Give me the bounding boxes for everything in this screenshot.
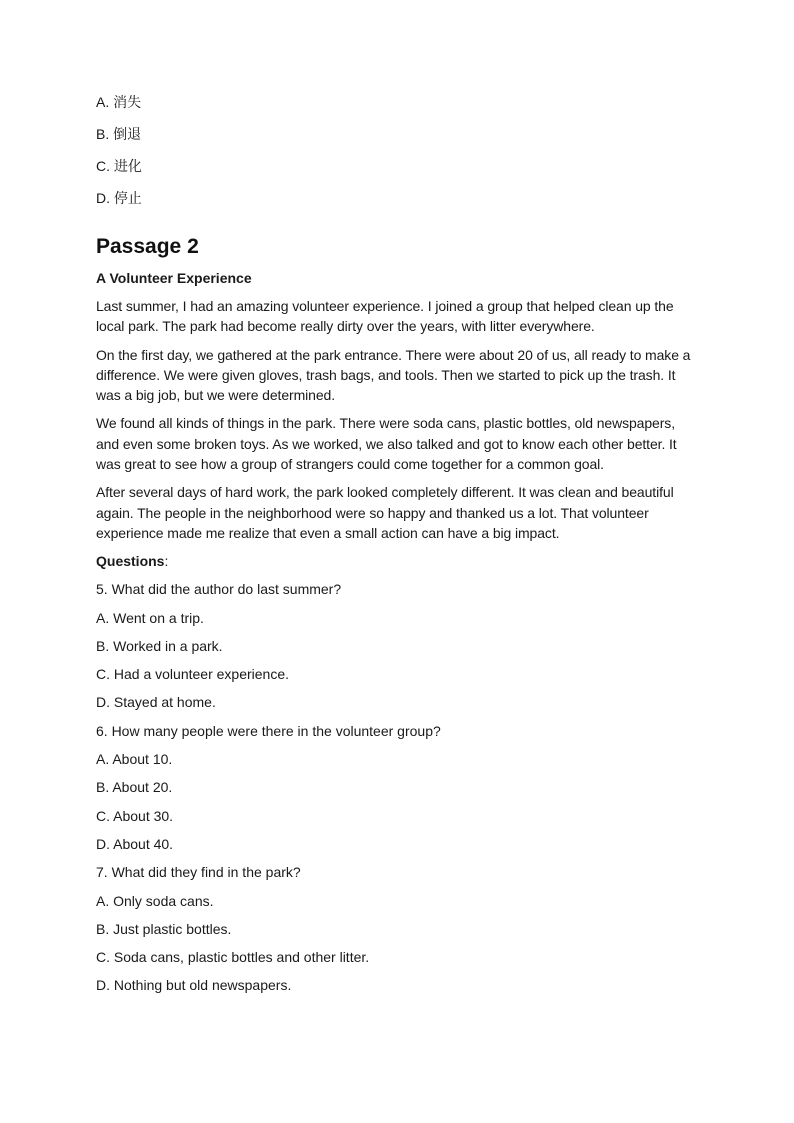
question-text: 6. How many people were there in the volunteer group? [96, 722, 441, 739]
questions-label-text: Questions [96, 553, 165, 570]
passage-paragraph-3: We found all kinds of things in the park. There were soda cans, plastic bottles, old newspapers, and even some broken toys. As we worked, we also talked and got to know each other better. It was great to see how a group of strangers could come together for a common goal. [96, 415, 677, 473]
passage-title: A Volunteer Experience [96, 270, 252, 286]
answer-option-c: C. Had a volunteer experience. [96, 666, 289, 683]
question-5 [96, 579, 696, 712]
answer-option-a: A. Only soda cans. [96, 892, 214, 909]
answer-option-d: D. About 40. [96, 835, 174, 852]
passage-paragraph-2: On the first day, we gathered at the park entrance. There were about 20 of us, all ready to make a difference. We were given gloves, trash bags, and tools. Then we started to pick up the trash. It was a big job, but we were determined. [96, 346, 691, 404]
answer-option-d: D. Stayed at home. [96, 694, 216, 711]
option-d: D. 停止 [96, 190, 142, 206]
option-c: C. 进化 [96, 158, 142, 174]
passage-paragraph-4: After several days of hard work, the park looked completely different. It was clean and beautiful again. The people in the neighborhood were so happy and thanked us a lot. That volunteer experience made me realize that even a small action can have a big impact. [96, 484, 674, 541]
answer-option-a: A. Went on a trip. [96, 609, 204, 626]
question-text: 5. What did the author do last summer? [96, 581, 342, 598]
document-page [96, 92, 696, 1004]
previous-question-options [96, 92, 696, 208]
passage-heading: Passage 2 [96, 235, 199, 258]
questions-label-colon: : [164, 553, 169, 570]
answer-option-d: D. Nothing but old newspapers. [96, 977, 292, 994]
option-a: A. 消失 [96, 94, 142, 110]
passage-paragraph-1: Last summer, I had an amazing volunteer experience. I joined a group that helped clean up the local park. The park had become really dirty over the years, with litter everywhere. [96, 298, 674, 335]
option-b: B. 倒退 [96, 126, 142, 142]
questions-label [96, 551, 696, 571]
answer-option-b: B. Just plastic bottles. [96, 920, 232, 937]
answer-option-b: B. About 20. [96, 779, 173, 796]
answer-option-c: C. Soda cans, plastic bottles and other litter. [96, 949, 370, 966]
answer-option-b: B. Worked in a park. [96, 637, 223, 654]
question-6 [96, 721, 696, 854]
answer-option-c: C. About 30. [96, 807, 174, 824]
answer-option-a: A. About 10. [96, 751, 173, 768]
question-text: 7. What did they find in the park? [96, 864, 301, 881]
question-7 [96, 862, 696, 995]
